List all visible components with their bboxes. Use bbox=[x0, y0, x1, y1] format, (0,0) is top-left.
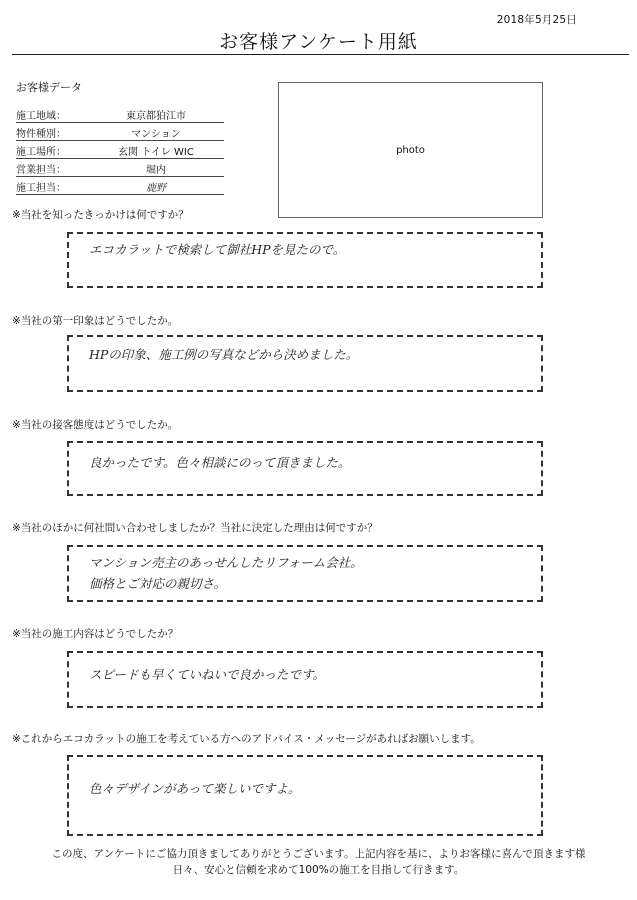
question-5: ※当社の施工内容はどうでしたか？ bbox=[12, 628, 179, 640]
field-value: 鹿野 bbox=[146, 183, 166, 194]
question-3: ※当社の接客態度はどうでしたか。 bbox=[12, 419, 179, 431]
question-6: ※これからエコカラットの施工を考えている方へのアドバイス・メッセージがあればお願いします。 bbox=[12, 733, 481, 745]
field-row-property-type bbox=[16, 123, 224, 141]
field-row-installer bbox=[16, 177, 224, 195]
answer-text-line-2: 価格とご対応の親切さ。 bbox=[89, 576, 227, 591]
answer-text: エコカラットで検索して御社HPを見たので。 bbox=[89, 242, 346, 257]
page-title: お客様アンケート用紙 bbox=[219, 31, 418, 53]
answer-text-line-1: マンション売主のあっせんしたリフォーム会社。 bbox=[89, 555, 363, 570]
footer-message bbox=[0, 846, 637, 878]
field-label: 施工場所： bbox=[16, 147, 66, 158]
answer-text: 色々デザインがあって楽しいですよ。 bbox=[89, 781, 301, 796]
field-row-location bbox=[16, 141, 224, 159]
field-label: 施工担当： bbox=[16, 183, 66, 194]
answer-text: スピードも早くていねいで良かったです。 bbox=[89, 667, 326, 682]
field-value: 堀内 bbox=[146, 165, 166, 176]
footer-line-1: この度、アンケートにご協力頂きましてありがとうございます。上記内容を基に、よりお客様に喜んで頂きます様 bbox=[51, 848, 586, 860]
answer-box-5 bbox=[67, 651, 543, 708]
field-label: 営業担当： bbox=[16, 165, 66, 176]
question-1: ※当社を知ったきっかけは何ですか？ bbox=[12, 209, 189, 221]
answer-box-3 bbox=[67, 441, 543, 496]
survey-date: 2018年5月25日 bbox=[496, 14, 577, 26]
photo-label: photo bbox=[396, 145, 425, 156]
field-value: 東京都狛江市 bbox=[126, 111, 186, 122]
title-divider bbox=[12, 54, 629, 55]
answer-box-6 bbox=[67, 755, 543, 836]
answer-box-4 bbox=[67, 545, 543, 602]
field-value: マンション bbox=[131, 129, 181, 140]
footer-line-2: 日々、安心と信頼を求めて100%の施工を目指して行きます。 bbox=[172, 864, 465, 876]
question-2: ※当社の第一印象はどうでしたか。 bbox=[12, 315, 179, 327]
customer-data-heading: お客様データ bbox=[16, 81, 82, 94]
answer-box-1 bbox=[67, 232, 543, 288]
photo-placeholder bbox=[278, 82, 543, 218]
question-4: ※当社のほかに何社問い合わせしましたか？当社に決定した理由は何ですか？ bbox=[12, 522, 378, 534]
field-label: 施工地域： bbox=[16, 111, 66, 122]
field-row-area bbox=[16, 105, 224, 123]
answer-box-2 bbox=[67, 335, 543, 392]
field-value: 玄関 トイレ WIC bbox=[118, 147, 194, 158]
field-label: 物件種別： bbox=[16, 129, 66, 140]
answer-text: HPの印象、施工例の写真などから決めました。 bbox=[89, 347, 359, 362]
answer-text: 良かったです。色々相談にのって頂きました。 bbox=[89, 455, 351, 470]
field-row-sales-rep bbox=[16, 159, 224, 177]
